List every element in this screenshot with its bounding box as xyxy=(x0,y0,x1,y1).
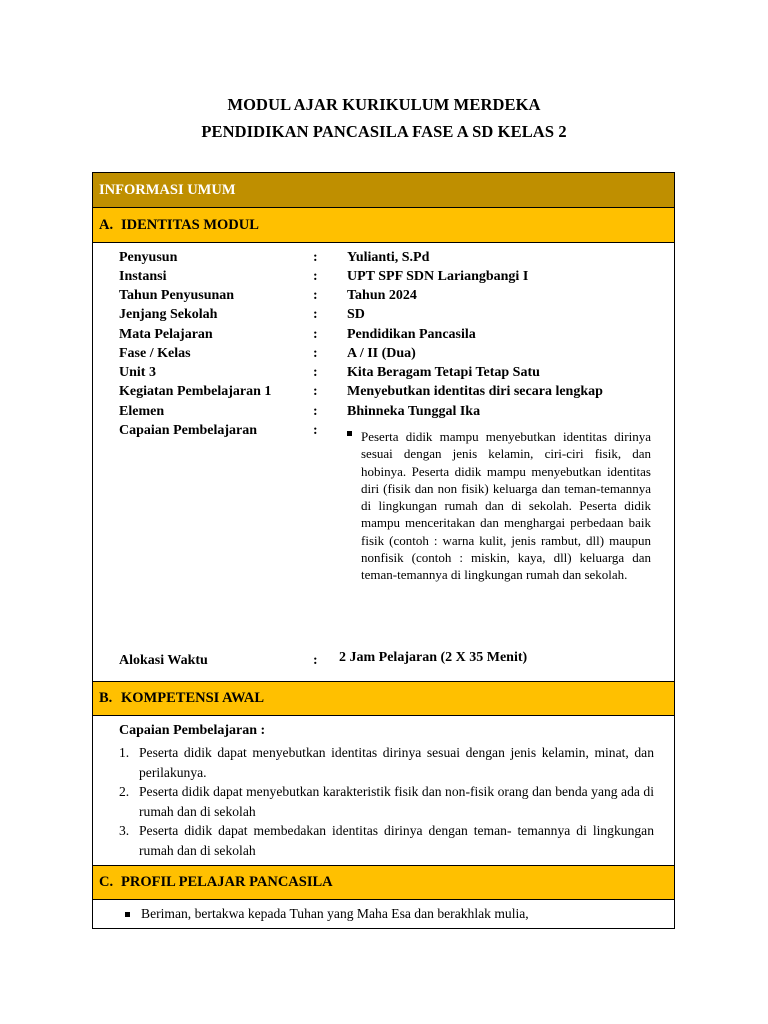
identitas-key: Capaian Pembelajaran xyxy=(119,423,258,438)
identitas-value: Yulianti, S.Pd xyxy=(347,250,430,265)
section-informasi-umum-label: INFORMASI UMUM xyxy=(99,181,236,198)
identitas-key: Unit 3 xyxy=(119,365,156,380)
capaian-pembelajaran-text xyxy=(361,428,651,584)
list-item-text: Peserta didik dapat menyebutkan identitas dirinya sesuai dengan jenis kelamin, minat, dan perilakunya. xyxy=(139,745,654,780)
section-a-header xyxy=(93,208,674,243)
identitas-sep: : xyxy=(313,365,318,380)
list-item xyxy=(119,743,654,782)
identitas-value: Menyebutkan identitas diri secara lengkap xyxy=(347,384,603,399)
identitas-value: Tahun 2024 xyxy=(347,288,417,303)
identitas-sep: : xyxy=(313,346,318,361)
section-b-label: KOMPETENSI AWAL xyxy=(121,690,265,706)
square-bullet-icon xyxy=(347,431,352,436)
kompetensi-title: Capaian Pembelajaran : xyxy=(119,723,266,738)
identitas-sep: : xyxy=(313,307,318,322)
identitas-value: Pendidikan Pancasila xyxy=(347,327,476,342)
square-bullet-icon xyxy=(125,912,130,917)
profil-item xyxy=(141,906,529,922)
section-c-label: PROFIL PELAJAR PANCASILA xyxy=(121,874,333,890)
list-item-text: Peserta didik dapat menyebutkan karakteristik fisik dan non-fisik orang dan benda yang ada di rumah dan di sekolah xyxy=(139,784,654,819)
document-title: MODUL AJAR KURIKULUM MERDEKA xyxy=(227,95,541,114)
list-item xyxy=(119,782,654,821)
section-b-letter: B. xyxy=(99,690,113,706)
identitas-key: Tahun Penyusunan xyxy=(119,288,235,303)
identitas-value: UPT SPF SDN Lariangbangi I xyxy=(347,269,529,284)
list-item-number: 2. xyxy=(119,784,130,799)
identitas-value: Kita Beragam Tetapi Tetap Satu xyxy=(347,365,540,380)
alokasi-key: Alokasi Waktu xyxy=(119,653,208,668)
kompetensi-list xyxy=(119,743,654,860)
list-item xyxy=(119,821,654,860)
list-item-number: 1. xyxy=(119,745,130,760)
identitas-key: Penyusun xyxy=(119,250,178,265)
document-subtitle: PENDIDIKAN PANCASILA FASE A SD KELAS 2 xyxy=(201,122,567,141)
alokasi-value: 2 Jam Pelajaran (2 X 35 Menit) xyxy=(339,650,528,665)
alokasi-sep: : xyxy=(313,653,318,668)
profil-item-text: Beriman, bertakwa kepada Tuhan yang Maha Esa dan berakhlak mulia, xyxy=(141,906,529,921)
list-item-text: Peserta didik dapat membedakan identitas dirinya dengan teman- temannya di lingkungan rumah dan di sekolah xyxy=(139,823,654,858)
section-a-label: IDENTITAS MODUL xyxy=(121,216,259,233)
identitas-sep: : xyxy=(313,288,318,303)
identitas-key: Kegiatan Pembelajaran 1 xyxy=(119,384,272,399)
module-table xyxy=(92,172,675,929)
section-c-header xyxy=(93,865,674,900)
identitas-key: Mata Pelajaran xyxy=(119,327,213,342)
identitas-sep: : xyxy=(313,250,318,265)
identitas-sep: : xyxy=(313,269,318,284)
section-c-letter: C. xyxy=(99,874,114,890)
identitas-key: Elemen xyxy=(119,404,165,419)
list-item-number: 3. xyxy=(119,823,130,838)
identitas-sep: : xyxy=(313,423,318,438)
identitas-value: Bhinneka Tunggal Ika xyxy=(347,404,481,419)
identitas-value: A / II (Dua) xyxy=(347,346,416,361)
identitas-value: SD xyxy=(347,307,365,322)
identitas-key: Jenjang Sekolah xyxy=(119,307,218,322)
section-b-header xyxy=(93,681,674,716)
capaian-pembelajaran-body: Peserta didik mampu menyebutkan identitas dirinya sesuai dengan jenis kelamin, ciri-ciri fisik, dan hobinya. Peserta didik mampu menyebutkan identitas diri (fisik dan non fisik) keluarga dan teman-temannya di lingkungan rumah dan di sekolah. Peserta didik mampu menceritakan dan menghargai perbedaan baik fisik (contoh : warna kulit, jenis rambut, dll) maupun nonfisik (contoh : miskin, kaya, dll) keluarga dan teman-temannya di lingkungan rumah dan sekolah. xyxy=(361,429,651,583)
identitas-sep: : xyxy=(313,327,318,342)
identitas-sep: : xyxy=(313,404,318,419)
identitas-key: Instansi xyxy=(119,269,167,284)
section-a-letter: A. xyxy=(99,216,114,233)
section-informasi-umum xyxy=(93,173,674,208)
identitas-key: Fase / Kelas xyxy=(119,346,191,361)
identitas-sep: : xyxy=(313,384,318,399)
